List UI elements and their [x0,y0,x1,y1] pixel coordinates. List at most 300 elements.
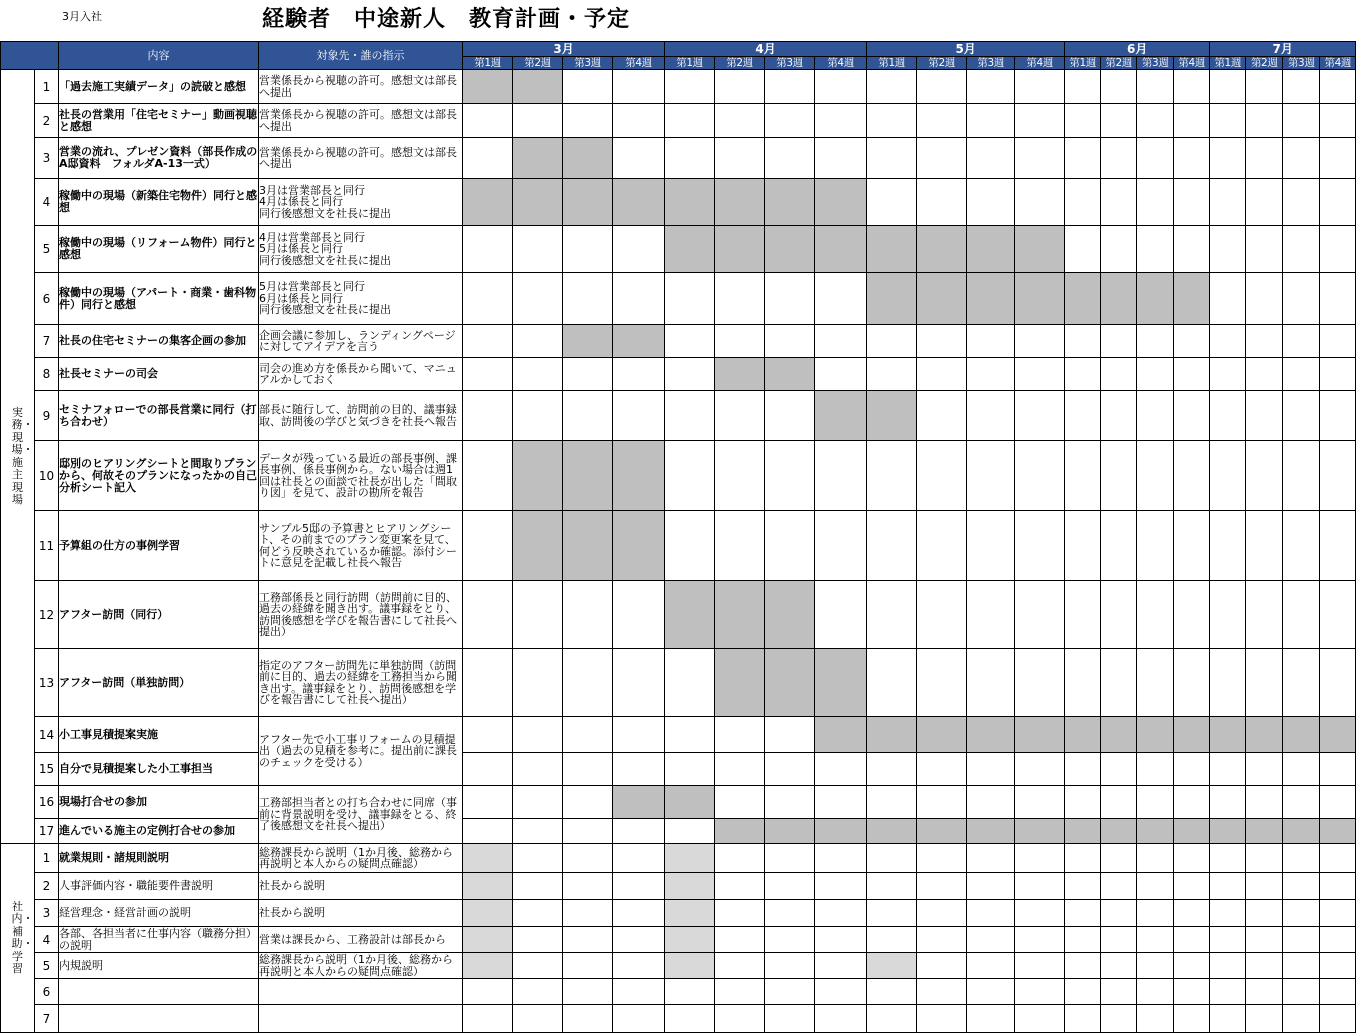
schedule-cell [563,979,613,1005]
schedule-cell [1015,391,1065,441]
table-row [1,358,1356,391]
schedule-cell [463,819,513,844]
week-header: 第2週 [917,57,967,70]
week-header: 第1週 [867,57,917,70]
schedule-cell [1101,358,1137,391]
schedule-cell [917,717,967,753]
week-header: 第1週 [463,57,513,70]
schedule-cell [1015,104,1065,138]
schedule-cell [1320,900,1356,927]
table-row [1,104,1356,138]
schedule-cell [563,391,613,441]
schedule-cell [765,226,815,273]
schedule-cell [715,226,765,273]
schedule-cell [1174,273,1210,325]
schedule-cell [967,138,1015,179]
schedule-cell [1246,786,1283,819]
schedule-cell [665,844,715,873]
schedule-cell [867,581,917,649]
schedule-cell [917,358,967,391]
schedule-cell [1065,819,1101,844]
schedule-cell [563,819,613,844]
schedule-cell [1015,927,1065,953]
schedule-cell [1283,873,1320,900]
schedule-cell [917,511,967,581]
task-name: アフター訪問（同行） [59,581,259,649]
table-row [1,649,1356,717]
schedule-cell [1101,70,1137,104]
week-header: 第2週 [715,57,765,70]
schedule-cell [815,138,867,179]
task-number: 6 [35,273,59,325]
schedule-cell [1210,953,1246,979]
schedule-cell [1015,70,1065,104]
schedule-cell [1246,441,1283,511]
task-instructor: アフター先で小工事リフォームの見積提出（過去の見積を参考に。提出前に課長のチェックを受ける） [259,717,463,786]
schedule-cell [765,873,815,900]
schedule-cell [1015,511,1065,581]
schedule-cell [1137,717,1174,753]
schedule-cell [1246,717,1283,753]
schedule-cell [917,844,967,873]
schedule-cell [613,325,665,358]
schedule-cell [1210,273,1246,325]
schedule-cell [1210,70,1246,104]
schedule-cell [765,273,815,325]
schedule-cell [1246,900,1283,927]
schedule-cell [665,179,715,226]
schedule-cell [1137,325,1174,358]
schedule-cell [513,900,563,927]
schedule-cell [1283,1005,1320,1033]
schedule-cell [1210,325,1246,358]
schedule-cell [1015,900,1065,927]
schedule-cell [613,953,665,979]
schedule-cell [917,391,967,441]
schedule-cell [1210,979,1246,1005]
schedule-cell [765,819,815,844]
schedule-cell [513,786,563,819]
schedule-cell [867,786,917,819]
schedule-cell [765,717,815,753]
category-cell [1,844,35,1033]
schedule-cell [917,649,967,717]
table-row [1,179,1356,226]
schedule-cell [1246,581,1283,649]
schedule-cell [463,391,513,441]
table-row [1,70,1356,104]
schedule-cell [463,717,513,753]
schedule-cell [715,325,765,358]
schedule-cell [513,1005,563,1033]
week-header: 第2週 [513,57,563,70]
schedule-cell [1283,138,1320,179]
schedule-cell [1015,953,1065,979]
schedule-cell [815,844,867,873]
schedule-cell [665,873,715,900]
schedule-cell [765,179,815,226]
schedule-cell [1174,511,1210,581]
schedule-cell [1320,1005,1356,1033]
schedule-cell [1246,226,1283,273]
schedule-cell [765,391,815,441]
schedule-cell [513,70,563,104]
schedule-cell [1174,581,1210,649]
schedule-cell [1065,273,1101,325]
schedule-cell [867,104,917,138]
schedule-cell [1015,873,1065,900]
schedule-cell [1210,786,1246,819]
schedule-cell [463,1005,513,1033]
schedule-cell [463,979,513,1005]
schedule-cell [563,753,613,786]
schedule-cell [463,927,513,953]
schedule-cell [1283,358,1320,391]
schedule-cell [1101,873,1137,900]
schedule-cell [917,786,967,819]
schedule-cell [1065,511,1101,581]
schedule-cell [967,819,1015,844]
schedule-cell [613,844,665,873]
schedule-cell [1246,844,1283,873]
schedule-cell [1283,900,1320,927]
schedule-cell [1101,753,1137,786]
task-name: 経営理念・経営計画の説明 [59,900,259,927]
schedule-cell [1283,819,1320,844]
schedule-cell [1283,953,1320,979]
schedule-cell [1101,819,1137,844]
schedule-cell [1101,273,1137,325]
schedule-cell [1137,953,1174,979]
schedule-cell [613,717,665,753]
schedule-cell [1320,979,1356,1005]
schedule-cell [967,979,1015,1005]
schedule-cell [563,953,613,979]
schedule-cell [1101,104,1137,138]
schedule-cell [613,927,665,953]
schedule-cell [1174,179,1210,226]
schedule-cell [665,70,715,104]
schedule-cell [967,273,1015,325]
schedule-cell [1137,927,1174,953]
schedule-cell [1137,138,1174,179]
schedule-cell [967,226,1015,273]
schedule-cell [463,70,513,104]
schedule-cell [665,441,715,511]
category-label: 社内・補助・学習 [11,899,34,975]
schedule-cell [513,226,563,273]
schedule-cell [815,273,867,325]
join-month-label: 3月入社 [62,10,102,23]
schedule-cell [715,179,765,226]
schedule-cell [1246,70,1283,104]
schedule-cell [463,753,513,786]
schedule-cell [1246,1005,1283,1033]
schedule-cell [613,649,665,717]
schedule-cell [1246,979,1283,1005]
task-number: 12 [35,581,59,649]
schedule-cell [967,325,1015,358]
schedule-cell [1065,649,1101,717]
schedule-cell [815,900,867,927]
schedule-cell [917,753,967,786]
schedule-cell [967,953,1015,979]
month-header: 6月 [1065,42,1210,57]
schedule-cell [967,900,1015,927]
schedule-cell [1320,358,1356,391]
schedule-cell [1283,70,1320,104]
schedule-cell [1065,1005,1101,1033]
schedule-cell [1137,581,1174,649]
schedule-cell [815,441,867,511]
schedule-cell [513,273,563,325]
schedule-cell [665,786,715,819]
table-row [1,325,1356,358]
schedule-cell [917,179,967,226]
schedule-cell [1283,649,1320,717]
schedule-cell [665,953,715,979]
schedule-cell [715,358,765,391]
schedule-cell [563,873,613,900]
schedule-cell [715,844,765,873]
schedule-cell [815,581,867,649]
schedule-cell [1283,226,1320,273]
table-row [1,226,1356,273]
schedule-cell [1101,511,1137,581]
schedule-cell [1283,273,1320,325]
schedule-cell [1320,325,1356,358]
task-number: 17 [35,819,59,844]
schedule-cell [665,104,715,138]
schedule-cell [967,104,1015,138]
task-instructor: 工務部係長と同行訪問（訪問前に目的、過去の経緯を聞き出す。議事録をとり、訪問後感想を学びを報告書にして社長へ提出） [259,581,463,649]
schedule-cell [463,104,513,138]
schedule-cell [715,441,765,511]
schedule-cell [613,104,665,138]
schedule-cell [613,753,665,786]
task-number: 2 [35,104,59,138]
table-row [1,753,1356,786]
task-number: 5 [35,953,59,979]
task-name: 予算組の仕方の事例学習 [59,511,259,581]
schedule-cell [1246,873,1283,900]
schedule-cell [513,179,563,226]
schedule-cell [967,873,1015,900]
task-instructor: 企画会議に参加し、ランディングページに対してアイデアを言う [259,325,463,358]
schedule-cell [1065,138,1101,179]
month-header: 5月 [867,42,1065,57]
task-instructor: 指定のアフター訪問先に単独訪問（訪問前に目的、過去の経緯を工務担当から聞き出す。議事録をとり、訪問後感想を学びを報告書にして社長へ提出） [259,649,463,717]
schedule-cell [563,358,613,391]
schedule-cell [665,753,715,786]
schedule-cell [1174,819,1210,844]
schedule-cell [1210,511,1246,581]
task-instructor [259,1005,463,1033]
schedule-cell [1283,927,1320,953]
schedule-cell [1174,979,1210,1005]
task-name: 社長の住宅セミナーの集客企画の参加 [59,325,259,358]
schedule-cell [513,441,563,511]
week-header: 第3週 [967,57,1015,70]
schedule-cell [1283,844,1320,873]
week-header: 第4週 [1174,57,1210,70]
schedule-cell [867,325,917,358]
schedule-cell [1137,979,1174,1005]
task-name: 各部、各担当者に仕事内容（職務分担）の説明 [59,926,257,952]
schedule-cell [967,753,1015,786]
schedule-cell [1015,179,1065,226]
schedule-cell [1246,273,1283,325]
task-number: 13 [35,649,59,717]
schedule-cell [1210,1005,1246,1033]
schedule-cell [613,786,665,819]
schedule-cell [613,358,665,391]
schedule-cell [1065,786,1101,819]
schedule-cell [1065,70,1101,104]
schedule-cell [715,953,765,979]
schedule-cell [815,325,867,358]
schedule-cell [463,649,513,717]
schedule-cell [917,581,967,649]
table-row [1,717,1356,753]
schedule-cell [1320,581,1356,649]
schedule-cell [613,441,665,511]
schedule-cell [967,649,1015,717]
schedule-cell [1065,927,1101,953]
schedule-cell [917,70,967,104]
schedule-cell [1246,179,1283,226]
schedule-cell [715,70,765,104]
task-instructor: 営業は課長から、工務設計は部長から [259,927,463,953]
task-name: 稼働中の現場（リフォーム物件）同行と感想 [59,226,259,273]
schedule-cell [967,511,1015,581]
schedule-cell [463,786,513,819]
schedule-cell [613,1005,665,1033]
schedule-cell [967,717,1015,753]
month-header: 3月 [463,42,665,57]
schedule-cell [967,358,1015,391]
schedule-cell [1210,138,1246,179]
task-number: 15 [35,753,59,786]
schedule-cell [1320,953,1356,979]
schedule-cell [563,900,613,927]
schedule-cell [613,226,665,273]
schedule-cell [1101,138,1137,179]
schedule-cell [1137,900,1174,927]
schedule-cell [1137,441,1174,511]
task-number: 5 [35,226,59,273]
schedule-cell [917,325,967,358]
schedule-cell [1174,441,1210,511]
schedule-cell [1174,786,1210,819]
schedule-cell [1320,717,1356,753]
schedule-cell [967,179,1015,226]
schedule-cell [665,649,715,717]
schedule-cell [1101,717,1137,753]
schedule-cell [765,753,815,786]
schedule-cell [1174,138,1210,179]
schedule-cell [1101,391,1137,441]
table-row [1,900,1356,927]
task-instructor: 社長から説明 [259,900,463,927]
schedule-cell [1320,786,1356,819]
schedule-cell [917,138,967,179]
schedule-cell [1320,441,1356,511]
schedule-cell [867,273,917,325]
schedule-cell [1065,717,1101,753]
schedule-cell [867,927,917,953]
schedule-cell [1210,226,1246,273]
schedule-cell [1101,179,1137,226]
table-row [1,844,1356,873]
schedule-cell [815,927,867,953]
schedule-cell [513,138,563,179]
schedule-cell [1283,581,1320,649]
schedule-cell [563,325,613,358]
schedule-cell [1137,1005,1174,1033]
schedule-cell [1015,1005,1065,1033]
schedule-cell [1101,953,1137,979]
schedule-cell [613,70,665,104]
schedule-cell [815,819,867,844]
schedule-cell [513,649,563,717]
schedule-cell [765,953,815,979]
schedule-cell [715,979,765,1005]
header-blank [1,42,59,70]
table-row [1,819,1356,844]
schedule-cell [867,717,917,753]
schedule-cell [1210,179,1246,226]
schedule-cell [1246,138,1283,179]
schedule-cell [815,953,867,979]
schedule-cell [1137,273,1174,325]
schedule-cell [715,391,765,441]
schedule-cell [563,273,613,325]
schedule-cell [613,581,665,649]
schedule-cell [665,717,715,753]
schedule-cell [765,786,815,819]
schedule-cell [815,753,867,786]
task-name: 進んでいる施主の定例打合せの参加 [59,819,259,844]
schedule-cell [867,511,917,581]
schedule-cell [463,273,513,325]
schedule-cell [463,873,513,900]
schedule-cell [563,649,613,717]
table-row [1,441,1356,511]
schedule-cell [513,358,563,391]
schedule-cell [1065,441,1101,511]
schedule-cell [563,179,613,226]
schedule-cell [917,900,967,927]
schedule-cell [917,104,967,138]
schedule-cell [1246,953,1283,979]
schedule-cell [1246,325,1283,358]
schedule-cell [665,511,715,581]
task-number: 1 [35,70,59,104]
schedule-cell [765,358,815,391]
task-instructor: データが残っている最近の部長事例、課長事例、係長事例から。ない場合は週1回は社長との面談で社長が出した「間取り図」を見て、設計の勘所を報告 [259,441,463,511]
schedule-cell [867,70,917,104]
instructor-column-header: 対象先・誰の指示 [259,42,463,70]
schedule-cell [1015,786,1065,819]
schedule-cell [1137,179,1174,226]
schedule-cell [917,1005,967,1033]
category-label: 実務・現場・施主現場 [11,405,34,506]
schedule-cell [765,138,815,179]
task-instructor: 5月は営業部長と同行 6月は係長と同行 同行後感想文を社長に提出 [259,273,463,325]
schedule-cell [513,581,563,649]
task-number: 4 [35,927,59,953]
